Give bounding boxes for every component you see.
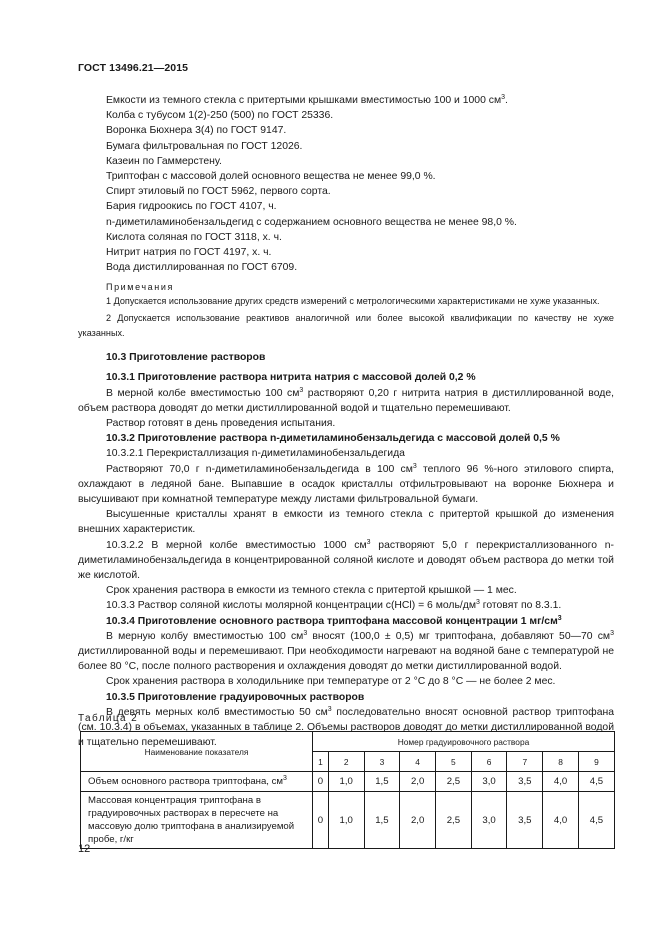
number-cell: 7 [507,752,543,772]
text-run: теплого 96 %-ного этилового спирта, охлаждают в ледяной бане. Выпавшие в осадок кристаллы отфильтровывают на воронке Бюхнера и высушивают при комнатной температуре между листами фильтровальной бумаги. [78,463,614,506]
material-item: Колба с тубусом 1(2)-250 (500) по ГОСТ 25336. [106,110,334,122]
superscript: 3 [366,538,371,546]
value-cell: 1,5 [364,772,400,792]
subsection-title: 10.3.5 Приготовление градуировочных растворов [106,691,365,703]
value-cell: 0 [313,792,329,849]
material-item: Спирт этиловый по ГОСТ 5962, первого сорта. [106,186,331,198]
paragraph: Срок хранения раствора в емкости из темного стекла с притертой крышкой — 1 мес. [106,585,517,597]
number-cell: 4 [400,752,436,772]
name-header-cell: Наименование показателя [81,732,313,772]
text-run: растворяют 5,0 г перекристаллизованного n-диметиламинобензальдегида в концентрированной соляной кислоте и доводят объем раствора до метки той же кислотой. [78,539,614,582]
value-cell: 2,0 [400,792,436,849]
table-header-row [81,732,615,752]
materials-list [78,93,614,275]
superscript: 3 [475,599,480,607]
text-run: последовательно вносят основной раствор триптофана (см. 10.3.4) в объемах, указанных в таблице 2. Объемы растворов доводят до метки дистиллированной водой и тщательно перемешивают. [78,706,614,749]
value-cell: 3,5 [507,792,543,849]
page-number: 12 [78,843,91,855]
text-run: вносят (100,0 ± 0,5) мг триптофана, добавляют 50—70 см [307,630,611,642]
material-item: Бумага фильтровальная по ГОСТ 12026. [106,140,303,152]
punctuation: . [505,95,508,106]
page-content [78,93,614,751]
text-run: В мерной колбе вместимостью 100 см [106,387,300,399]
table-caption: Таблица 2 [78,713,139,724]
paragraph [78,538,614,584]
text-run: 10.3.3 Раствор соляной кислоты молярной концентрации с(HCl) = 6 моль/дм [106,600,476,612]
subsection-title: 10.3.1 Приготовление раствора нитрита натрия с массовой долей 0,2 % [106,372,476,384]
text-run: 10.3.4 Приготовление основного раствора триптофана массовой концентрации 1 мг/см [106,615,558,627]
material-item: Триптофан с массовой долей основного вещества не менее 99,0 %. [106,171,436,183]
superscript: 3 [610,629,614,637]
material-item: Нитрит натрия по ГОСТ 4197, х. ч. [106,247,272,259]
material-item: Кислота соляная по ГОСТ 3118, х. ч. [106,231,282,243]
material-item: Вода дистиллированная по ГОСТ 6709. [106,262,298,274]
notes-title: Примечания [106,282,174,293]
paragraph: Раствор готовят в день проведения испытания. [106,418,336,430]
material-item: n-диметиламинобензальдегид с содержанием основного вещества не менее 98,0 %. [106,216,517,228]
paragraph [78,386,614,416]
number-cell: 2 [328,752,364,772]
text-run: В мерную колбу вместимостью 100 см [106,630,304,642]
superscript: 3 [557,614,562,622]
clause-title: 10.3.2.1 Перекристаллизация n-диметиламинобензальдегида [106,448,405,460]
value-cell: 2,5 [436,772,472,792]
paragraph [78,598,614,613]
material-text: Емкости из темного стекла с притертыми крышками вместимостью 100 и 1000 см [106,95,502,106]
row-label-cell: Массовая концентрация триптофана в градуировочных растворах в пересчете на массовую долю триптофана в анализируемой пробе, г/кг [81,792,313,849]
superscript: 3 [299,386,304,394]
text-run: 10.3.2.2 В мерной колбе вместимостью 1000 см [106,539,367,551]
material-item: Воронка Бюхнера 3(4) по ГОСТ 9147. [106,125,287,137]
number-cell: 8 [543,752,579,772]
row-label: Объем основного раствора триптофана, см [88,776,284,787]
note-1: 1 Допускается использование других средств измерений с метрологическими характеристиками не хуже указанных. [106,296,600,307]
value-cell: 2,5 [436,792,472,849]
superscript: 3 [303,629,308,637]
value-cell: 4,5 [578,792,614,849]
value-cell: 4,5 [578,772,614,792]
text-run: В девять мерных колб вместимостью 50 см [106,706,328,718]
superscript: 3 [412,462,417,470]
value-cell: 4,0 [543,792,579,849]
standard-header: ГОСТ 13496.21—2015 [78,62,189,74]
value-cell: 1,0 [328,792,364,849]
number-cell: 5 [436,752,472,772]
superscript: 3 [283,775,287,782]
row-label-cell [81,772,313,792]
value-cell: 4,0 [543,772,579,792]
material-item: Бария гидроокись по ГОСТ 4107, ч. [106,201,277,213]
paragraph [78,462,614,508]
paragraph: Срок хранения раствора в холодильнике при температуре от 2 °С до 8 °С — не более 2 мес. [106,676,556,688]
superscript: 3 [327,705,332,713]
value-cell: 3,0 [471,792,507,849]
value-cell: 1,5 [364,792,400,849]
number-cell: 3 [364,752,400,772]
paragraph [78,629,614,675]
value-cell: 0 [313,772,329,792]
text-run: Растворяют 70,0 г n-диметиламинобензальдегида в 100 см [106,463,413,475]
subsection-title: 10.3.2 Приготовление раствора n-диметиламинобензальдегида с массовой долей 0,5 % [106,433,560,445]
table-row [81,792,615,849]
note-2: 2 Допускается использование реактивов аналогичной или более высокой квалификации по качеству не хуже указанных. [78,313,614,338]
subsection-title [78,614,614,629]
section-title: 10.3 Приготовление растворов [106,352,266,364]
calibration-table [80,731,615,849]
paragraph: Высушенные кристаллы хранят в емкости из темного стекла с притертой крышкой до изменения внешних характеристик. [78,509,614,536]
text-run: дистиллированной воды и перемешивают. При необходимости нагревают на водяной бане с температурой не более 80 °С, после полного растворения и охлаждения доводят до метки дистиллированной водой. [78,646,614,673]
material-item [78,93,614,108]
text-run: растворяют 0,20 г нитрита натрия в дистиллированной воде, объем раствора доводят до метки дистиллированной водой и тщательно перемешивают. [78,387,614,414]
value-cell: 2,0 [400,772,436,792]
text-run: готовят по 8.3.1. [479,600,562,612]
number-cell: 1 [313,752,329,772]
number-cell: 6 [471,752,507,772]
group-header-cell: Номер градуировочного раствора [313,732,615,752]
value-cell: 3,5 [507,772,543,792]
value-cell: 1,0 [328,772,364,792]
number-cell: 9 [578,752,614,772]
superscript: 3 [501,94,505,101]
material-item: Казеин по Гаммерстену. [106,155,222,167]
table-row [81,772,615,792]
value-cell: 3,0 [471,772,507,792]
